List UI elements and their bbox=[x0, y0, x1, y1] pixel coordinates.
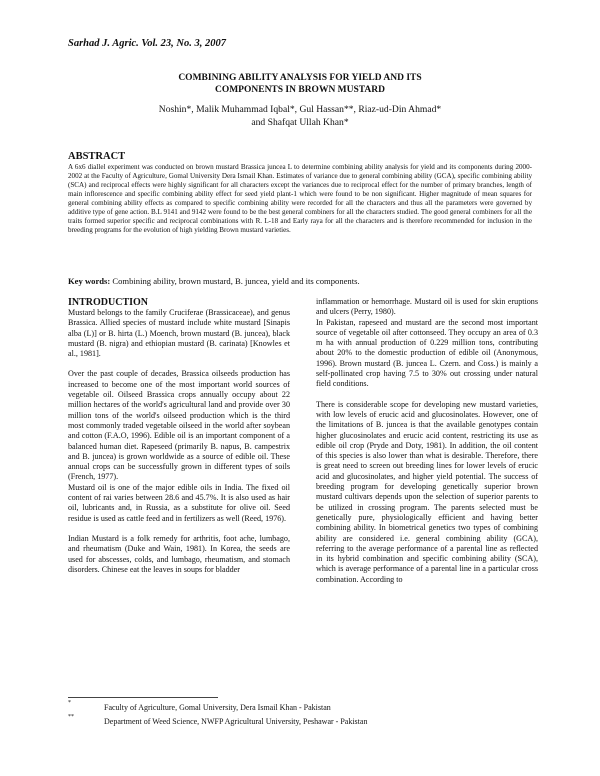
footnote-text: Faculty of Agriculture, Gomal University, Dera Ismail Khan - Pakistan bbox=[104, 703, 331, 712]
footnote-rule bbox=[68, 697, 218, 698]
introduction-heading: INTRODUCTION bbox=[68, 297, 149, 308]
left-column bbox=[68, 297, 290, 575]
keywords-text: Combining ability, brown mustard, B. juncea, yield and its components. bbox=[112, 276, 360, 286]
authors-line-1: Noshin*, Malik Muhammad Iqbal*, Gul Hassan**, Riaz-ud-Din Ahmad* bbox=[158, 104, 442, 115]
paragraph: There is considerable scope for developing new mustard varieties, with low levels of erucic acid and glucosinolates. However, one of the limitations of B. juncea is that the available genotypes contain higher glucosinolates and erucic acid content, restricting its use as edible oil crop (Pryde and Doty, 1981). In addition, the oil content of this species is also lower than what is desirable. Therefore, there is great need to screen out breeding lines for lower levels of erucic acid and glucosinolates, and higher yield potential. The success of breeding program for developing genetically superior brown mustard cultivars depends upon the selection of superior parents to be utilized in crossing program. The parents selected must be genetically pure, physiologically efficient and having better combining ability. In biometrical genetics two types of combining ability are considered i.e. general combining ability (GCA), referring to the average performance of a parental line as reflected in its hybrid combination and specific combining ability (SCA), which is average performance of a parental line in a particular cross combination. According to bbox=[316, 399, 538, 584]
keywords-label: Key words: bbox=[68, 276, 111, 286]
paragraph: Mustard oil is one of the major edible oils in India. The fixed oil content of rai varies between 28.6 and 45.7%. It is also used as hair oil, lubricants and, in Russia, as a substitute for olive oil. Seed residue is used as cattle feed and in fertilizers as well (Reed, 1976). bbox=[68, 482, 290, 523]
paragraph: In Pakistan, rapeseed and mustard are the second most important source of vegetable oil after cottonseed. They occupy an area of 0.3 m ha with annual production of 0.229 million tons, contributing about 20% to the domestic production of edible oil (Anonymous, 1996). Brown mustard (B. juncea L. Czern. and Coss.) is mainly a self-pollinated crop having 7.5 to 30% out crossing under natural field conditions. bbox=[316, 317, 538, 389]
paragraph: Over the past couple of decades, Brassica oilseeds production has increased to become one of the most important world sources of vegetable oil. Oilseed Brassica crops annually occupy about 22 million hectares of the world's agricultural land and provide over 30 million tons of the world's oilseed production which is the third most commonly traded vegetable oilseed in the world after soybean and cotton (F.A.O, 1996). Edible oil is an important component of a balanced human diet. Rapeseed (primarily B. napus, B. campestrix and B. juncea) is grown worldwide as a source of edible oil. These annual crops can be successfully grown in different types of soils (French, 1977). bbox=[68, 369, 290, 482]
authors-line-2: and Shafqat Ullah Khan* bbox=[251, 116, 349, 128]
title-line-1: COMBINING ABILITY ANALYSIS FOR YIELD AND ITS bbox=[178, 73, 422, 83]
paragraph: inflammation or hemorrhage. Mustard oil is used for skin eruptions and ulcers (Perry, 1980). bbox=[316, 297, 538, 317]
paper-title bbox=[68, 72, 532, 96]
keywords bbox=[68, 276, 532, 286]
paragraph: Indian Mustard is a folk remedy for arthritis, foot ache, lumbago, and rheumatism (Duke and Wain, 1981). In Korea, the seeds are used for abscesses, colds, and lumbago, rheumatism, and stomach disorders. Chinese eat the leaves in soups for bladder bbox=[68, 533, 290, 574]
footnote-mark: ** bbox=[68, 714, 74, 720]
author-list bbox=[68, 104, 532, 129]
footnote-mark: * bbox=[68, 700, 71, 706]
abstract-heading: ABSTRACT bbox=[68, 151, 126, 162]
abstract-text: A 6x6 diallel experiment was conducted on brown mustard Brassica juncea L to determine combining ability analysis for yield and its components during 2000-2002 at the Faculty of Agriculture, Gomal University Dera Ismail Khan. Estimates of variance due to general combining ability (GCA), specific combining ability (SCA) and reciprocal effects were highly significant for all characters except the variances due to reciprocal effect for the number of primary branches, length of main inflorescence and specific combining ability effect for seed yield plant-1 which were found to be non significant. Higher magnitude of mean squares for general combining ability effects as compared to specific combining ability were recorded for all the characters and thus all the parameters were governed by additive type of gene action. B.L 9141 and 9142 were found to be the best general combiners for all the characters studied. The good general combiners for all the traits formed superior specific and reciprocal combinations with R. L-18 and Early raya for all the characters and is therefore recommended for inclusion in the breeding programs for the evolution of high yielding Brown mustard varieties. bbox=[68, 163, 532, 235]
paragraph: Mustard belongs to the family Cruciferae (Brassicaceae), and genus Brassica. Allied species of mustard include white mustard [Sinapis alba (L)] or B. hirta (L.) Moench, brown mustard (B. juncea), black mustard (B. nigra) and ethiopian mustard (B. carinata) [Knowles et al., 1981]. bbox=[68, 308, 290, 359]
journal-header: Sarhad J. Agric. Vol. 23, No. 3, 2007 bbox=[68, 38, 227, 49]
footnote-text: Department of Weed Science, NWFP Agricultural University, Peshawar - Pakistan bbox=[104, 717, 368, 726]
title-line-2: COMPONENTS IN BROWN MUSTARD bbox=[214, 85, 386, 95]
right-column bbox=[316, 297, 538, 585]
